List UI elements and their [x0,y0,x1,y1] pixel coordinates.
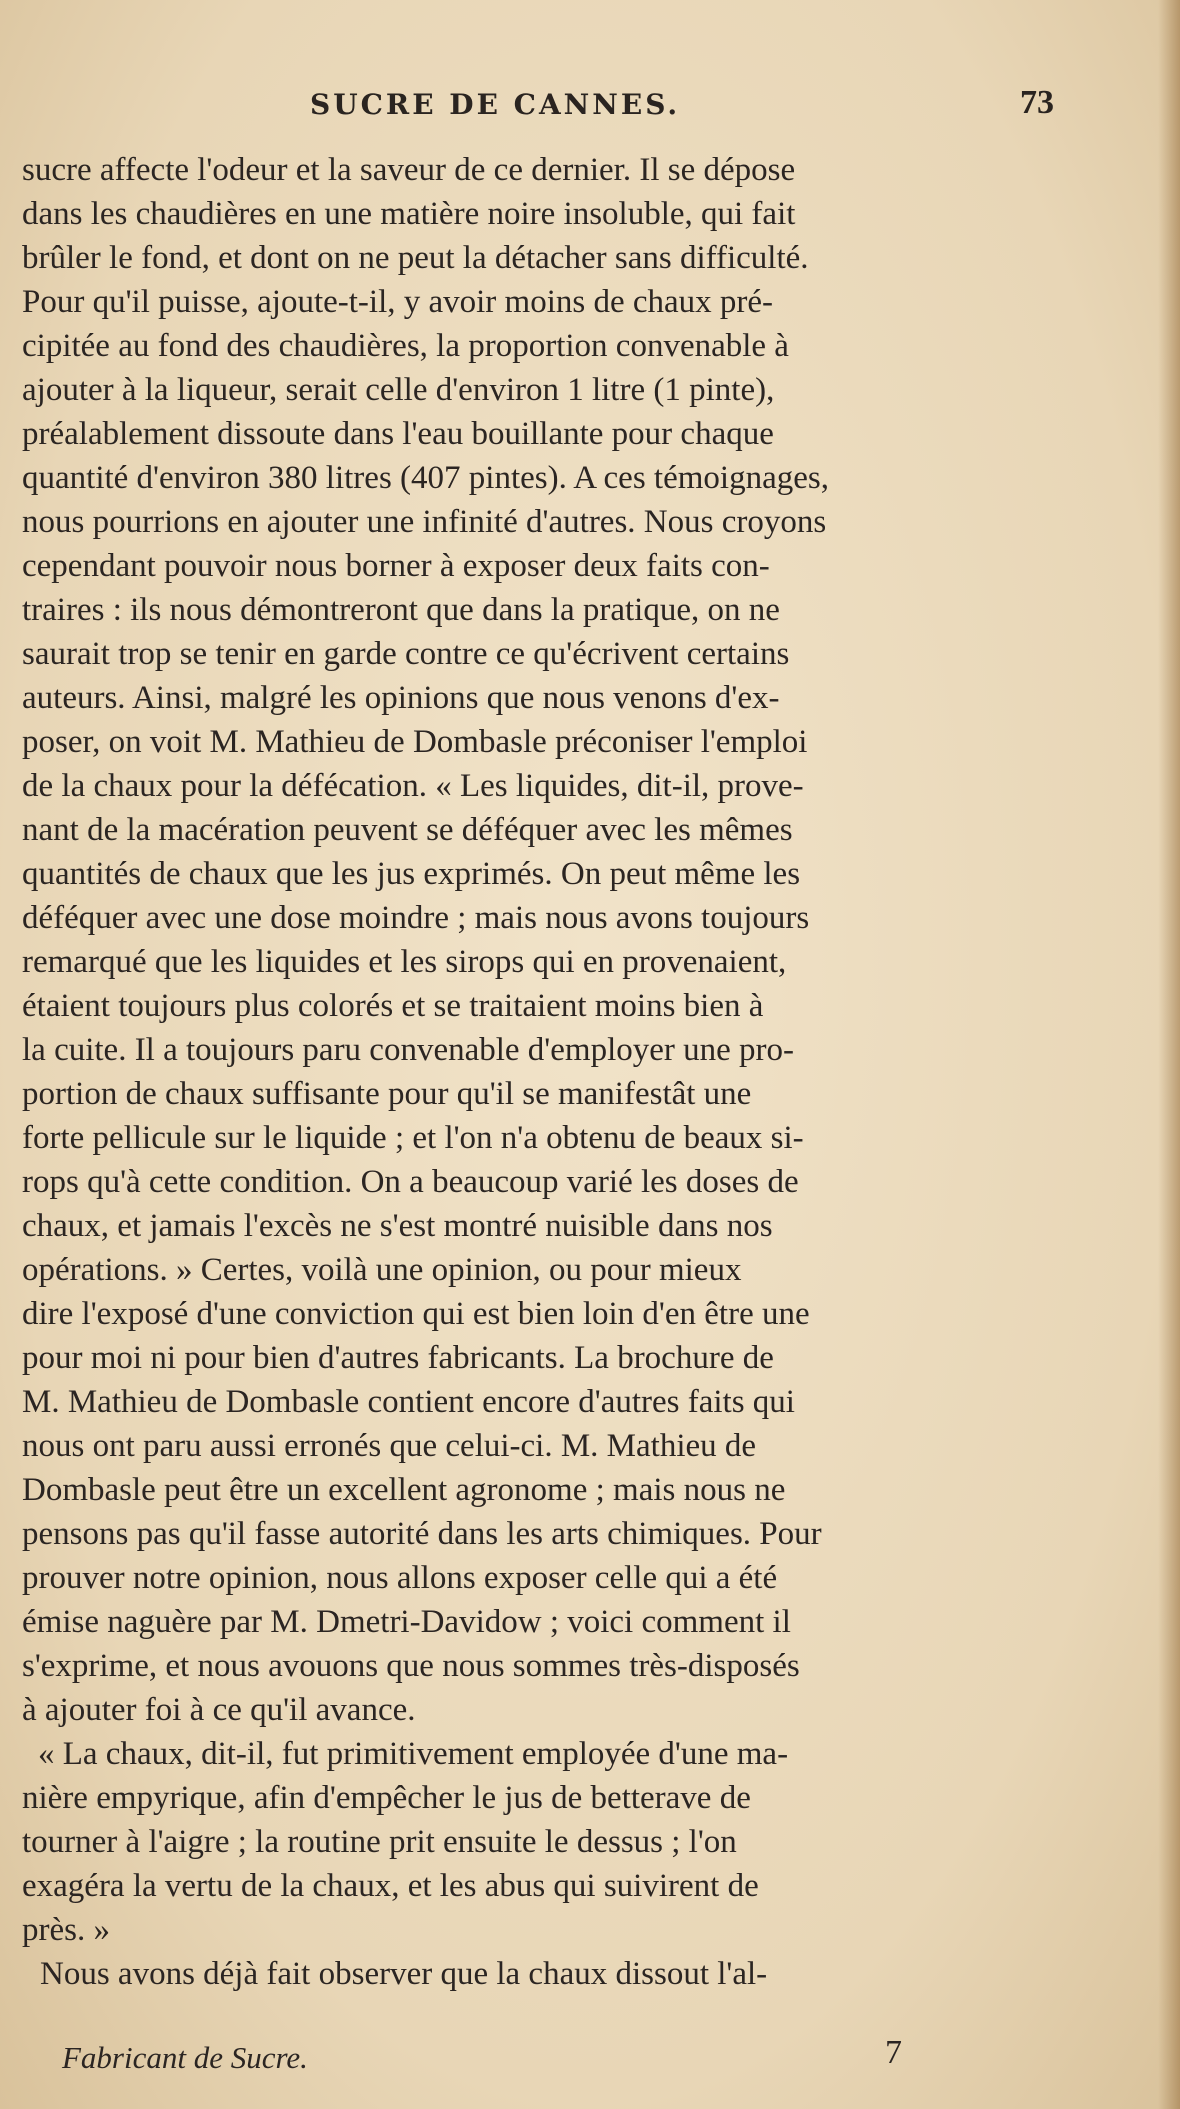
text-line: nant de la macération peuvent se déféquer avec les mêmes [22,812,793,848]
text-line: quantité d'environ 380 litres (407 pintes). A ces témoignages, [22,460,829,496]
text-line: pensons pas qu'il fasse autorité dans les arts chimiques. Pour [22,1516,822,1552]
text-line: « La chaux, dit-il, fut primitivement employée d'une ma- [38,1736,789,1772]
text-line: Dombasle peut être un excellent agronome ; mais nous ne [22,1472,786,1508]
printer-signature [0,2034,1180,2084]
text-line: rops qu'à cette condition. On a beaucoup varié les doses de [22,1164,799,1200]
text-line: portion de chaux suffisante pour qu'il se manifestât une [22,1076,752,1112]
text-line: traires : ils nous démontreront que dans la pratique, on ne [22,592,780,628]
text-line: pour moi ni pour bien d'autres fabricants. La brochure de [22,1340,774,1376]
text-line: exagéra la vertu de la chaux, et les abus qui suivirent de [22,1868,759,1904]
text-line: dire l'exposé d'une conviction qui est bien loin d'en être une [22,1296,810,1332]
text-line: de la chaux pour la défécation. « Les liquides, dit-il, prove- [22,768,804,804]
text-line: sucre affecte l'odeur et la saveur de ce dernier. Il se dépose [22,152,796,188]
text-line: forte pellicule sur le liquide ; et l'on n'a obtenu de beaux si- [22,1120,804,1156]
text-line: poser, on voit M. Mathieu de Dombasle préconiser l'emploi [22,724,808,760]
text-line: s'exprime, et nous avouons que nous sommes très-disposés [22,1648,800,1684]
text-line: déféquer avec une dose moindre ; mais nous avons toujours [22,900,810,936]
text-line: nous pourrions en ajouter une infinité d'autres. Nous croyons [22,504,827,540]
text-line: cipitée au fond des chaudières, la proportion convenable à [22,328,789,364]
text-line: tourner à l'aigre ; la routine prit ensuite le dessus ; l'on [22,1824,737,1860]
text-line: nière empyrique, afin d'empêcher le jus de betterave de [22,1780,751,1816]
text-line: brûler le fond, et dont on ne peut la détacher sans difficulté. [22,240,809,276]
running-head [0,84,1180,128]
signature-text: Fabricant de Sucre. [62,2040,308,2075]
text-line: opérations. » Certes, voilà une opinion, ou pour mieux [22,1252,742,1288]
text-line: Pour qu'il puisse, ajoute-t-il, y avoir moins de chaux pré- [22,284,774,320]
text-line: ajouter à la liqueur, serait celle d'environ 1 litre (1 pinte), [22,372,775,408]
page-number: 73 [1020,84,1054,121]
text-line: dans les chaudières en une matière noire insoluble, qui fait [22,196,796,232]
text-line: chaux, et jamais l'excès ne s'est montré nuisible dans nos [22,1208,773,1244]
text-line: à ajouter foi à ce qu'il avance. [22,1692,416,1728]
signature-mark: 7 [885,2034,902,2071]
text-line: remarqué que les liquides et les sirops qui en provenaient, [22,944,787,980]
text-line: prouver notre opinion, nous allons exposer celle qui a été [22,1560,778,1596]
text-line: saurait trop se tenir en garde contre ce qu'écrivent certains [22,636,790,672]
page-edge-shadow [1158,0,1180,2109]
text-line: près. » [22,1912,110,1948]
text-line: la cuite. Il a toujours paru convenable d'employer une pro- [22,1032,795,1068]
text-line: quantités de chaux que les jus exprimés. On peut même les [22,856,801,892]
text-line: préalablement dissoute dans l'eau bouillante pour chaque [22,416,774,452]
text-line: Nous avons déjà fait observer que la chaux dissout l'al- [40,1956,768,1992]
text-line: étaient toujours plus colorés et se traitaient moins bien à [22,988,764,1024]
text-line: M. Mathieu de Dombasle contient encore d'autres faits qui [22,1384,795,1420]
text-line: émise naguère par M. Dmetri-Davidow ; voici comment il [22,1604,791,1640]
text-line: nous ont paru aussi erronés que celui-ci. M. Mathieu de [22,1428,757,1464]
text-line: auteurs. Ainsi, malgré les opinions que nous venons d'ex- [22,680,780,716]
text-line: cependant pouvoir nous borner à exposer deux faits con- [22,548,770,584]
running-head-title: SUCRE DE CANNES. [310,88,681,121]
